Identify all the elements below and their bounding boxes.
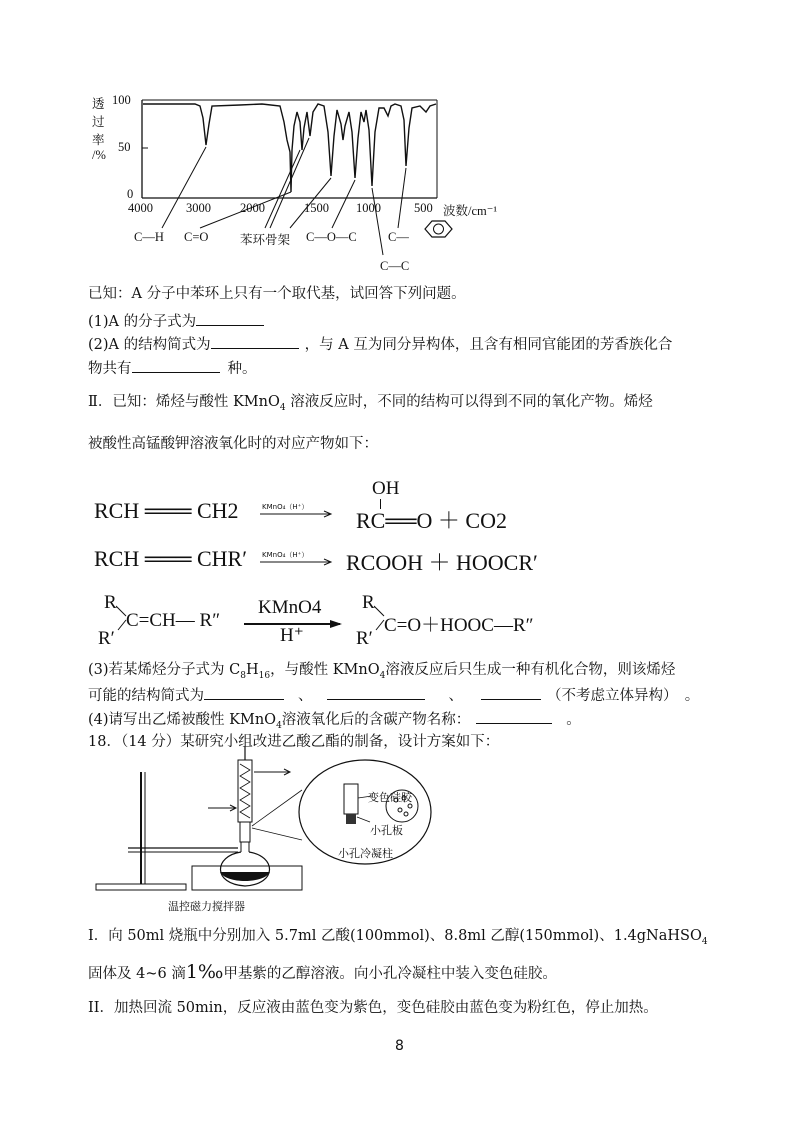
step1-cont	[88, 962, 557, 984]
sec2-sub: 4	[279, 402, 286, 413]
q3-e: 可能的结构简式为	[88, 688, 204, 704]
step1-c: 甲基紫的乙醇溶液。向小孔冷凝柱中装入变色硅胶。	[223, 966, 557, 982]
q2-text-d: 种。	[227, 361, 257, 377]
ir-ylabel-1: 透	[92, 97, 105, 111]
r3-r: R	[104, 592, 117, 613]
r3-top: KMnO4	[258, 597, 322, 618]
r1-oh: OH	[372, 478, 400, 499]
q2-text-c: 物共有	[88, 361, 132, 377]
section2-intro-2: 被酸性高锰酸钾溶液氧化时的对应产物如下：	[88, 436, 378, 452]
q2-text-b: ，与 A 互为同分异构体，且含有相同官能团的芳香族化合	[304, 337, 673, 353]
step1	[88, 926, 708, 952]
r3-r-right: R	[362, 592, 375, 613]
ir-ytick-0: 0	[127, 187, 134, 201]
step1-sub: 4	[701, 936, 708, 947]
ir-ylabel-4: /%	[92, 148, 106, 162]
q3-sep-1: 、	[298, 688, 313, 704]
q3-sub2: 16	[258, 670, 271, 681]
q3-d: 溶液反应后只生成一种有机化合物，则该烯烃	[385, 662, 676, 678]
r1-right: RC══O ＋ CO2	[356, 508, 507, 533]
ir-xtick-3000: 3000	[186, 201, 211, 215]
label-condenser: 小孔冷凝柱	[338, 847, 393, 860]
ir-xtick-2000: 2000	[240, 201, 265, 215]
step1-a: I．向 50ml 烧瓶中分别加入 5.7ml 乙酸(100mmol)、8.8ml 乙醇(150mmol)、1.4gNaHSO	[88, 928, 702, 944]
ir-annot-coc: C—O—C	[306, 230, 357, 244]
ir-ytick-100: 100	[112, 93, 131, 107]
r3-rprime: R′	[98, 628, 115, 649]
r3-bottom: H⁺	[280, 625, 304, 646]
page-number: 8	[395, 1038, 404, 1054]
ir-xtick-1500: 1500	[304, 201, 329, 215]
q3-f: （不考虑立体异构） 。	[547, 688, 700, 704]
step1-b: 固体及 4~6 滴	[88, 966, 186, 982]
q1-text: (1)A 的分子式为	[88, 314, 197, 330]
ir-xtick-4000: 4000	[128, 201, 153, 215]
r1-left: RCH ═══ CH2	[94, 498, 239, 523]
q3-b: H	[245, 662, 259, 678]
r2-right: RCOOH ＋ HOOCR′	[346, 550, 538, 575]
q3-a: (3)若某烯烃分子式为 C	[88, 662, 241, 678]
ir-annot-ch: C—H	[134, 230, 164, 244]
q4-a: (4)请写出乙烯被酸性 KMnO	[88, 712, 277, 728]
r3-left: C=CH— R″	[126, 610, 221, 631]
q2-text-a: (2)A 的结构简式为	[88, 337, 211, 353]
q3-sep-2: 、	[448, 688, 463, 704]
label-stirrer: 温控磁力搅拌器	[168, 900, 245, 913]
q4-sub: 4	[276, 720, 282, 731]
ir-annot-cph: C—	[388, 230, 409, 244]
r2-condition: KMnO₄（H⁺）	[262, 551, 309, 559]
r3-rprime-right: R′	[356, 628, 373, 649]
label-silica-gel: 变色硅胶	[368, 791, 412, 804]
ir-ylabel-3: 率	[92, 133, 105, 147]
label-hole-plate: 小孔板	[370, 824, 403, 837]
q4-c: 。	[566, 712, 581, 728]
ir-annot-cc: C—C	[380, 259, 410, 273]
ir-xunit: 波数/cm⁻¹	[443, 204, 498, 218]
step2: II．加热回流 50min，反应液由蓝色变为紫色，变色硅胶由蓝色变为粉红色，停止加热。	[88, 1000, 658, 1016]
ir-annot-ring: 苯环骨架	[240, 233, 291, 247]
sec2-text-b: 溶液反应时，不同的结构可以得到不同的氧化产物。烯烃	[285, 394, 653, 410]
ir-xtick-1000: 1000	[356, 201, 381, 215]
step1-pct: 1‰	[185, 961, 224, 983]
sec2-text-a: Ⅱ．已知：烯烃与酸性 KMnO	[88, 394, 280, 410]
q3-sub3: 4	[379, 670, 386, 681]
r3-right: C=O＋HOOC—R″	[384, 615, 534, 636]
q18: 18．（14 分）某研究小组改进乙酸乙酯的制备，设计方案如下：	[88, 734, 500, 750]
q3-sub1: 8	[240, 670, 246, 681]
known-a: 已知：A 分子中苯环上只有一个取代基，试回答下列问题。	[88, 286, 466, 302]
ir-annot-co: C=O	[184, 230, 209, 244]
q4-b: 溶液氧化后的含碳产物名称：	[281, 712, 471, 728]
ir-ylabel-2: 过	[92, 115, 105, 129]
q3-c: ，与酸性 KMnO	[270, 662, 380, 678]
r2-left: RCH ═══ CHR′	[94, 546, 248, 571]
ir-xtick-500: 500	[414, 201, 433, 215]
r1-condition: KMnO₄（H⁺）	[262, 503, 309, 511]
ir-ytick-50: 50	[118, 140, 131, 154]
